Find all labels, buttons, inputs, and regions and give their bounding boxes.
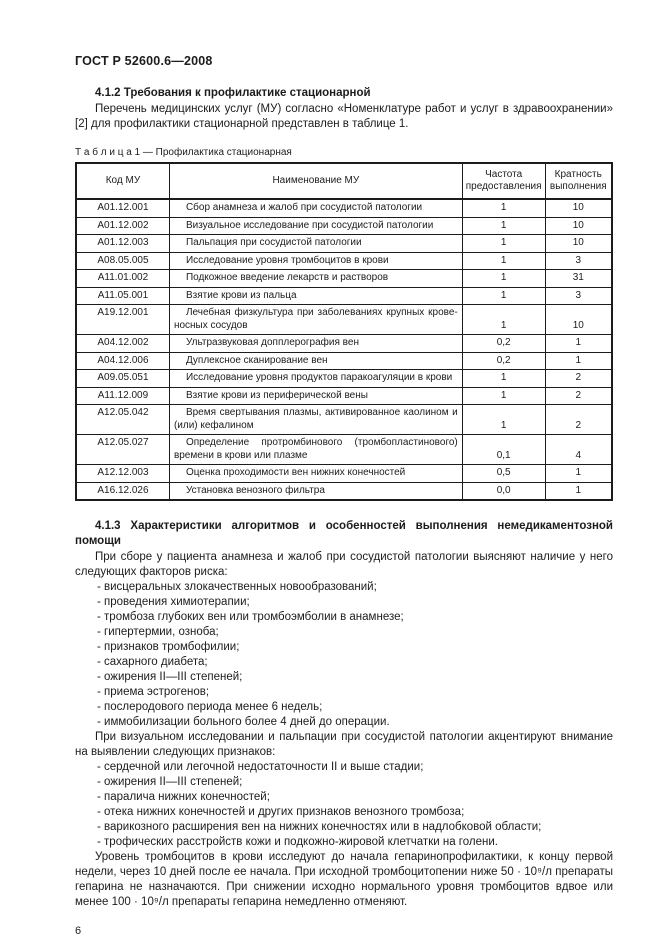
table-row xyxy=(76,217,612,235)
service-frequency-cell: 0,5 xyxy=(462,465,545,483)
service-name-cell: Время свертывания плазмы, активированное каолином и (или) кефалином xyxy=(169,405,462,435)
service-name-cell: Исследование уровня тромбоцитов в крови xyxy=(169,252,462,270)
service-name-cell: Лечебная физкультура при заболеваниях крупных кровеносных сосудов xyxy=(169,305,462,335)
table-row xyxy=(76,199,612,217)
service-code-cell: A16.12.026 xyxy=(76,482,169,500)
signs-list xyxy=(75,760,613,850)
list-item: - ожирения II—III степеней; xyxy=(97,776,243,788)
section-413-paragraph-2: При визуальном исследовании и пальпации при сосудистой патологии акцентируют внимание на выявлении следующих признаков: xyxy=(75,731,613,758)
table-row xyxy=(76,482,612,500)
table-row xyxy=(76,235,612,253)
list-item: - гипертермии, озноба; xyxy=(97,626,219,638)
service-frequency-cell: 0,1 xyxy=(462,435,545,465)
table-row xyxy=(76,435,612,465)
service-name-cell: Взятие крови из периферической вены xyxy=(169,387,462,405)
table-header-row xyxy=(76,163,612,199)
section-413-paragraph-1: При сборе у пациента анамнеза и жалоб при сосудистой патологии выясняют наличие у него следующих факторов риска: xyxy=(75,551,613,578)
list-item: - послеродового периода менее 6 недель; xyxy=(97,701,323,713)
service-frequency-cell: 1 xyxy=(462,405,545,435)
table-row xyxy=(76,352,612,370)
service-code-cell: A19.12.001 xyxy=(76,305,169,335)
service-code-cell: A11.05.001 xyxy=(76,287,169,305)
service-frequency-cell: 1 xyxy=(462,370,545,388)
service-code-cell: A01.12.002 xyxy=(76,217,169,235)
service-frequency-cell: 1 xyxy=(462,305,545,335)
service-multiplicity-cell: 10 xyxy=(545,235,612,253)
service-multiplicity-cell: 2 xyxy=(545,387,612,405)
section-412-paragraph: Перечень медицинских услуг (МУ) согласно «Номенклатуре работ и услуг в здравоохранении» [2] для профилактики стационарной представлен в таблице 1. xyxy=(75,103,613,130)
column-header-code: Код МУ xyxy=(76,163,169,199)
table-row xyxy=(76,305,612,335)
service-code-cell: A08.05.005 xyxy=(76,252,169,270)
section-heading-413: 4.1.3 Характеристики алгоритмов и особенностей выполнения немедикаментозной помощи xyxy=(75,520,613,547)
section-413-paragraph-3: Уровень тромбоцитов в крови исследуют до начала гепаринопрофилактики, к концу первой недели, через 10 дней после ее начала. При исходной тромбоцитопении ниже 50 · 10⁹/л препараты гепарина не назначаются. При снижении исходно нормального уровня тромбоцитов вдвое или менее 100 · 10⁹/л препараты гепарина немедленно отменяют. xyxy=(75,851,613,908)
list-item: - приема эстрогенов; xyxy=(97,686,210,698)
service-frequency-cell: 0,2 xyxy=(462,335,545,353)
service-multiplicity-cell: 1 xyxy=(545,482,612,500)
service-name-cell: Исследование уровня продуктов паракоагуляции в крови xyxy=(169,370,462,388)
service-multiplicity-cell: 1 xyxy=(545,335,612,353)
section-heading-412: 4.1.2 Требования к профилактике стационарной xyxy=(95,87,371,99)
service-multiplicity-cell: 2 xyxy=(545,370,612,388)
service-name-cell: Установка венозного фильтра xyxy=(169,482,462,500)
table-row xyxy=(76,287,612,305)
column-header-multiplicity: Кратность выполнения xyxy=(545,163,612,199)
table-row xyxy=(76,405,612,435)
list-item: - паралича нижних конечностей; xyxy=(97,791,270,803)
list-item: - сердечной или легочной недостаточности II и выше стадии; xyxy=(97,761,424,773)
list-item: - висцеральных злокачественных новообразований; xyxy=(97,581,377,593)
list-item: - варикозного расширения вен на нижних конечностях или в надлобковой области; xyxy=(97,821,542,833)
list-item: - трофических расстройств кожи и подкожно-жировой клетчатки на голени. xyxy=(97,836,498,848)
service-multiplicity-cell: 3 xyxy=(545,252,612,270)
service-name-cell: Определение протромбинового (тромбопластинового) времени в крови или плазме xyxy=(169,435,462,465)
list-item: - проведения химиотерапии; xyxy=(97,596,250,608)
service-frequency-cell: 1 xyxy=(462,235,545,253)
service-code-cell: A09.05.051 xyxy=(76,370,169,388)
service-multiplicity-cell: 1 xyxy=(545,465,612,483)
table-row xyxy=(76,387,612,405)
document-title: ГОСТ Р 52600.6—2008 xyxy=(75,54,213,68)
service-name-cell: Подкожное введение лекарств и растворов xyxy=(169,270,462,288)
table-row xyxy=(76,370,612,388)
service-frequency-cell: 1 xyxy=(462,252,545,270)
table-caption: Т а б л и ц а 1 — Профилактика стационарная xyxy=(75,147,292,158)
table-row xyxy=(76,252,612,270)
column-header-frequency: Частота предоставления xyxy=(462,163,545,199)
service-frequency-cell: 0,0 xyxy=(462,482,545,500)
list-item: - иммобилизации больного более 4 дней до операции. xyxy=(97,716,390,728)
service-multiplicity-cell: 3 xyxy=(545,287,612,305)
table-row xyxy=(76,465,612,483)
service-name-cell: Ультразвуковая допплерография вен xyxy=(169,335,462,353)
column-header-name: Наименование МУ xyxy=(169,163,462,199)
service-name-cell: Пальпация при сосудистой патологии xyxy=(169,235,462,253)
service-name-cell: Дуплексное сканирование вен xyxy=(169,352,462,370)
service-multiplicity-cell: 10 xyxy=(545,217,612,235)
service-code-cell: A11.12.009 xyxy=(76,387,169,405)
service-frequency-cell: 0,2 xyxy=(462,352,545,370)
service-name-cell: Взятие крови из пальца xyxy=(169,287,462,305)
list-item: - ожирения II—III степеней; xyxy=(97,671,243,683)
service-code-cell: A12.05.027 xyxy=(76,435,169,465)
service-frequency-cell: 1 xyxy=(462,287,545,305)
service-code-cell: A01.12.001 xyxy=(76,199,169,217)
service-code-cell: A04.12.006 xyxy=(76,352,169,370)
service-multiplicity-cell: 1 xyxy=(545,352,612,370)
service-multiplicity-cell: 10 xyxy=(545,305,612,335)
list-item: - сахарного диабета; xyxy=(97,656,208,668)
service-multiplicity-cell: 4 xyxy=(545,435,612,465)
medical-services-table xyxy=(75,162,613,501)
service-code-cell: A12.05.042 xyxy=(76,405,169,435)
risk-factors-list xyxy=(75,580,613,730)
page-number: 6 xyxy=(75,925,82,937)
table-row xyxy=(76,335,612,353)
service-name-cell: Оценка проходимости вен нижних конечностей xyxy=(169,465,462,483)
service-multiplicity-cell: 10 xyxy=(545,199,612,217)
list-item: - тромбоза глубоких вен или тромбоэмболии в анамнезе; xyxy=(97,611,404,623)
service-frequency-cell: 1 xyxy=(462,217,545,235)
service-code-cell: A12.12.003 xyxy=(76,465,169,483)
service-code-cell: A01.12.003 xyxy=(76,235,169,253)
service-frequency-cell: 1 xyxy=(462,270,545,288)
service-name-cell: Сбор анамнеза и жалоб при сосудистой патологии xyxy=(169,199,462,217)
list-item: - признаков тромбофилии; xyxy=(97,641,240,653)
service-frequency-cell: 1 xyxy=(462,199,545,217)
service-name-cell: Визуальное исследование при сосудистой патологии xyxy=(169,217,462,235)
service-multiplicity-cell: 2 xyxy=(545,405,612,435)
service-code-cell: A04.12.002 xyxy=(76,335,169,353)
service-code-cell: A11.01.002 xyxy=(76,270,169,288)
table-row xyxy=(76,270,612,288)
list-item: - отека нижних конечностей и других признаков венозного тромбоза; xyxy=(97,806,465,818)
service-multiplicity-cell: 31 xyxy=(545,270,612,288)
service-frequency-cell: 1 xyxy=(462,387,545,405)
